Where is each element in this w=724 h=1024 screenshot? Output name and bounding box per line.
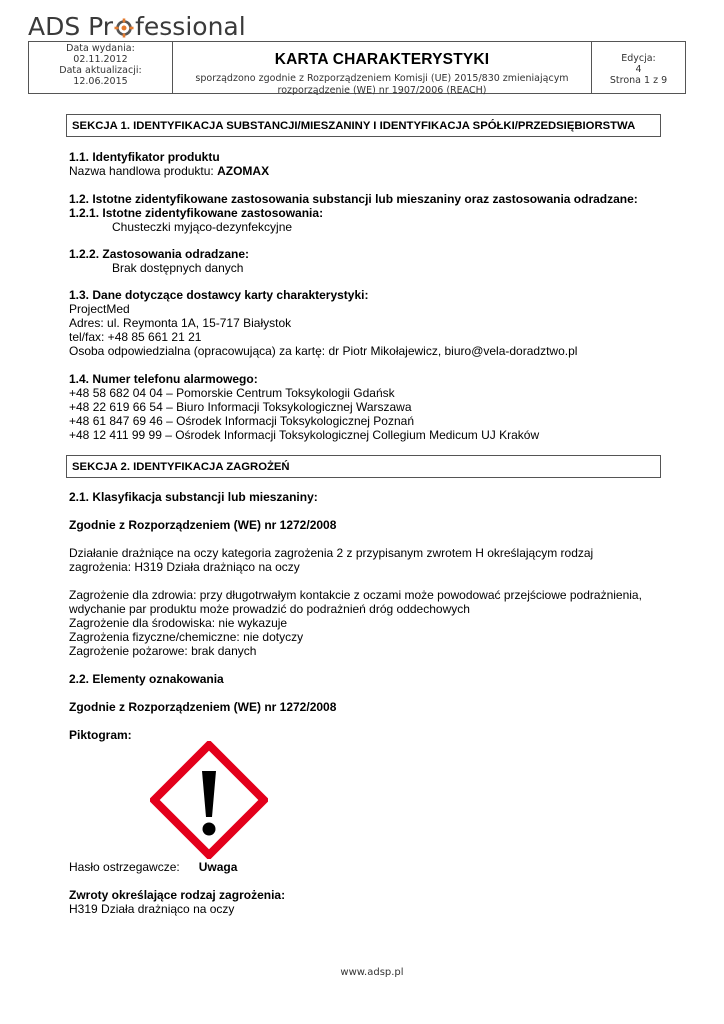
s122-title: 1.2.2. Zastosowania odradzane: xyxy=(69,247,250,261)
s11-title: 1.1. Identyfikator produktu xyxy=(69,150,220,164)
hazard-line: Zagrożenie dla środowiska: nie wykazuje xyxy=(69,616,288,630)
emergency-phone-line: +48 58 682 04 04 – Pomorskie Centrum Toksykologii Gdańsk xyxy=(69,386,395,400)
ghs07-exclamation-icon xyxy=(150,741,268,864)
signal-word-label: Hasło ostrzegawcze: xyxy=(69,860,180,874)
section1-heading: SEKCJA 1. IDENTYFIKACJA SUBSTANCJI/MIESZANINY I IDENTYFIKACJA SPÓŁKI/PRZEDSIĘBIORSTWA xyxy=(66,114,661,137)
supplier-line: Adres: ul. Reymonta 1A, 15-717 Białystok xyxy=(69,316,292,330)
update-date-label: Data aktualizacji: xyxy=(59,65,142,76)
document-subtitle-line2: rozporządzenie (WE) nr 1907/2006 (REACH) xyxy=(277,85,487,96)
supplier-line: ProjectMed xyxy=(69,302,130,316)
supplier-line: tel/fax: +48 85 661 21 21 xyxy=(69,330,202,344)
section2-heading: SEKCJA 2. IDENTYFIKACJA ZAGROŻEŃ xyxy=(66,455,661,478)
s121-title: 1.2.1. Istotne zidentyfikowane zastosowania: xyxy=(69,206,324,220)
signal-word-row xyxy=(69,860,237,874)
issue-date-label: Data wydania: xyxy=(66,43,135,54)
company-logo: ADS Pr fessional xyxy=(28,12,246,41)
s13-title: 1.3. Dane dotyczące dostawcy karty charakterystyki: xyxy=(69,288,369,302)
emergency-phone-line: +48 61 847 69 46 – Ośrodek Informacji Toksykologicznej Poznań xyxy=(69,414,414,428)
hazard-line: wdychanie par produktu może prowadzić do podrażnień dróg oddechowych xyxy=(69,602,470,616)
edition-number: 4 xyxy=(635,64,642,75)
s21-title: 2.1. Klasyfikacja substancji lub mieszaniny: xyxy=(69,490,318,504)
regulation-title: Zgodnie z Rozporządzeniem (WE) nr 1272/2008 xyxy=(69,700,337,714)
s12-title: 1.2. Istotne zidentyfikowane zastosowania substancji lub mieszaniny oraz zastosowania odradzane: xyxy=(69,192,638,206)
emergency-phone-line: +48 22 619 66 54 – Biuro Informacji Toksykologicznej Warszawa xyxy=(69,400,412,414)
supplier-line: Osoba odpowiedzialna (opracowująca) za kartę: dr Piotr Mikołajewicz, biuro@vela-doradztwo.pl xyxy=(69,344,578,358)
page-number: Strona 1 z 9 xyxy=(609,75,668,86)
document-subtitle-line1: sporządzono zgodnie z Rozporządzeniem Komisji (UE) 2015/830 zmieniającym xyxy=(195,73,569,84)
hazard-line: Zagrożenia fizyczne/chemiczne: nie dotyczy xyxy=(69,630,304,644)
s22-title: 2.2. Elementy oznakowania xyxy=(69,672,224,686)
s121-value: Chusteczki myjąco-dezynfekcyjne xyxy=(112,220,293,234)
dates-box xyxy=(28,41,173,94)
edition-box xyxy=(591,41,686,94)
document-title: KARTA CHARAKTERYSTYKI xyxy=(274,51,490,68)
issue-date: 02.11.2012 xyxy=(73,54,128,65)
hazard-line: Zagrożenie pożarowe: brak danych xyxy=(69,644,257,658)
s14-title: 1.4. Numer telefonu alarmowego: xyxy=(69,372,258,386)
h-statements-title: Zwroty określające rodzaj zagrożenia: xyxy=(69,888,286,902)
footer-url: www.adsp.pl xyxy=(340,967,404,978)
product-name-label: Nazwa handlowa produktu: xyxy=(69,164,218,178)
gear-logo-icon xyxy=(114,18,134,38)
pictogram-label: Piktogram: xyxy=(69,728,132,742)
emergency-phone-line: +48 12 411 99 99 – Ośrodek Informacji Toksykologicznej Collegium Medicum UJ Kraków xyxy=(69,428,540,442)
title-box xyxy=(172,41,592,94)
product-name-value: AZOMAX xyxy=(217,164,270,178)
update-date: 12.06.2015 xyxy=(73,76,128,87)
signal-word-value: Uwaga xyxy=(198,860,238,874)
s122-value: Brak dostępnych danych xyxy=(112,261,244,275)
product-name-row xyxy=(69,164,269,178)
h-statement: H319 Działa drażniąco na oczy xyxy=(69,902,235,916)
hazard-line: Zagrożenie dla zdrowia: przy długotrwałym kontakcie z oczami może powodować przejściowe podrażnienia, xyxy=(69,588,642,602)
edition-label: Edycja: xyxy=(621,53,656,64)
classification-line: zagrożenia: H319 Działa drażniąco na oczy xyxy=(69,560,300,574)
regulation-title: Zgodnie z Rozporządzeniem (WE) nr 1272/2008 xyxy=(69,518,337,532)
classification-line: Działanie drażniące na oczy kategoria zagrożenia 2 z przypisanym zwrotem H określającym rodzaj xyxy=(69,546,594,560)
